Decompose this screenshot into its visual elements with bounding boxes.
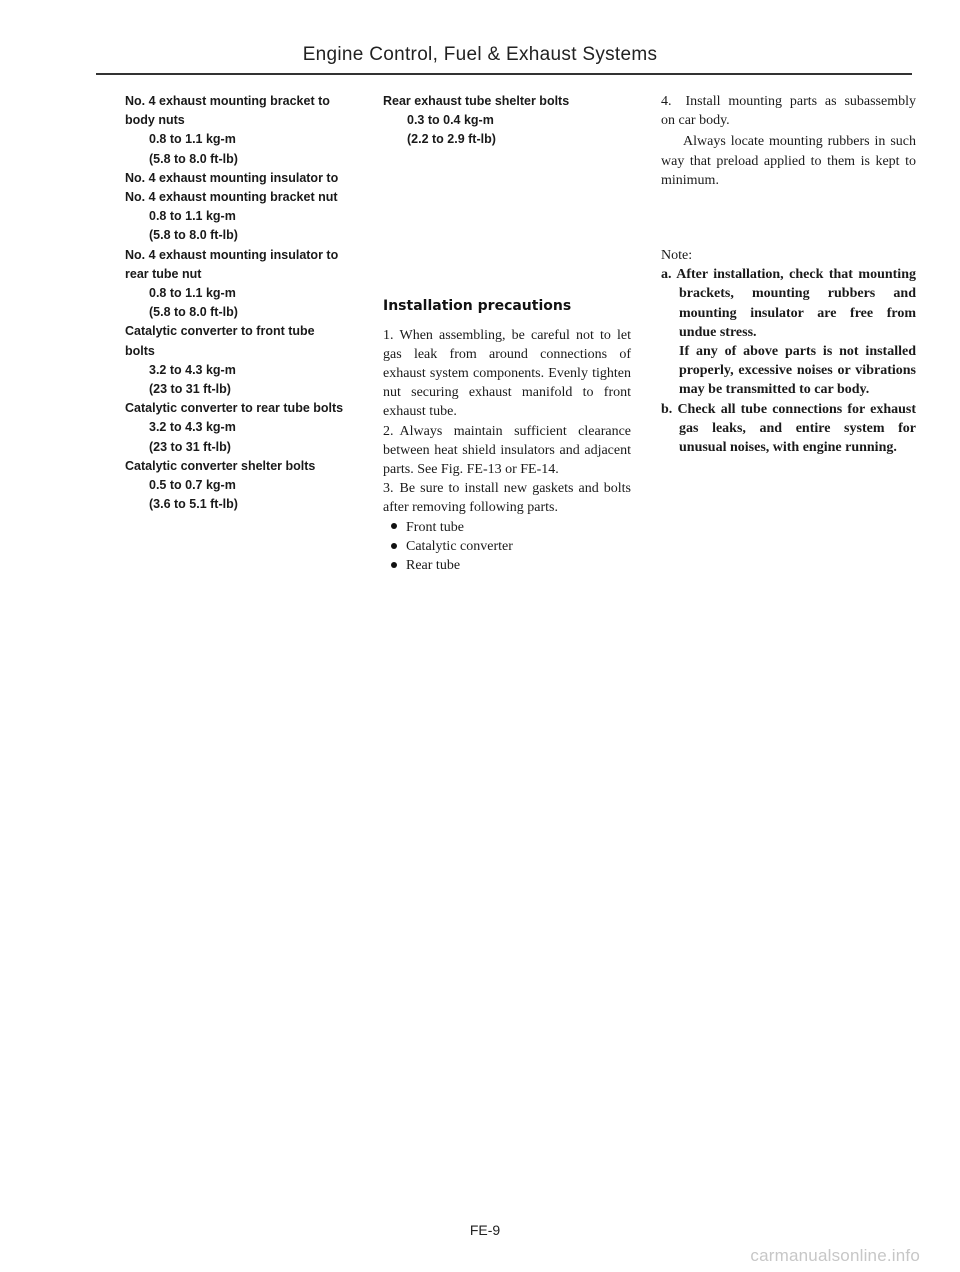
spec-value-imperial: (5.8 to 8.0 ft-lb) bbox=[149, 228, 238, 243]
spec-value-metric: 0.8 to 1.1 kg-m bbox=[149, 132, 236, 147]
bullet-text: Catalytic converter bbox=[406, 538, 513, 554]
note-text: After installation, check that mounting brackets, mounting rubbers and mounting insulator are free from undue stress. bbox=[676, 267, 916, 340]
spec-label: No. 4 exhaust mounting insulator to rear tube nut bbox=[125, 247, 339, 281]
spec-value-imperial: (5.8 to 8.0 ft-lb) bbox=[149, 151, 238, 166]
spec-value-imperial: (3.6 to 5.1 ft-lb) bbox=[149, 497, 238, 512]
step-number: 1. bbox=[383, 327, 394, 343]
page-header-title: Engine Control, Fuel & Exhaust Systems bbox=[302, 44, 658, 65]
list-item bbox=[391, 556, 631, 575]
spec-label: Catalytic converter to rear tube bolts bbox=[125, 401, 344, 416]
spec-item bbox=[125, 399, 347, 457]
note-text: Check all tube connections for exhaust gas leaks, and entire system for unusual noises, with engine running. bbox=[677, 401, 916, 456]
step-number: 3. bbox=[383, 481, 394, 497]
page-number: FE-9 bbox=[469, 1222, 501, 1238]
note-label: b. bbox=[661, 401, 673, 417]
spec-value-metric: 0.5 to 0.7 kg-m bbox=[149, 478, 236, 493]
step-text: Always maintain sufficient clearance between heat shield insulators and adjacent parts. See Fig. FE-13 or FE-14. bbox=[383, 423, 631, 478]
spec-label: Rear exhaust tube shelter bolts bbox=[383, 94, 570, 108]
spec-item bbox=[125, 457, 347, 515]
step-text: When assembling, be careful not to let gas leak from around connections of exhaust system components. Evenly tighten nut securing exhaust manifold to front exhaust tube. bbox=[383, 327, 631, 420]
column-installation bbox=[383, 92, 631, 575]
column-torque-specs bbox=[125, 92, 347, 514]
installation-step bbox=[383, 479, 631, 517]
spec-value-imperial: (2.2 to 2.9 ft-lb) bbox=[407, 132, 496, 147]
note-item-b bbox=[661, 400, 916, 458]
spec-label: Catalytic converter shelter bolts bbox=[125, 458, 316, 473]
spec-label: No. 4 exhaust mounting insulator to No. 4 exhaust mounting bracket nut bbox=[125, 170, 339, 205]
bullet-icon bbox=[391, 543, 397, 549]
spec-item bbox=[125, 92, 347, 169]
watermark-text: carmanualsonline.info bbox=[750, 1246, 920, 1265]
installation-step bbox=[383, 422, 631, 480]
bullet-icon bbox=[391, 523, 397, 529]
step-number: 2. bbox=[383, 423, 394, 439]
spec-item bbox=[383, 92, 631, 150]
note-title: Note: bbox=[661, 248, 693, 264]
spec-value-metric: 0.3 to 0.4 kg-m bbox=[407, 113, 494, 128]
list-item bbox=[391, 537, 631, 556]
spec-value-imperial: (23 to 31 ft-lb) bbox=[149, 439, 231, 454]
spec-item bbox=[125, 169, 347, 246]
spec-value-metric: 0.8 to 1.1 kg-m bbox=[149, 286, 236, 301]
list-item bbox=[391, 518, 631, 537]
step-4-continuation: Always locate mounting rubbers in such way that preload applied to them is kept to minimum. bbox=[661, 134, 916, 188]
bullet-text: Front tube bbox=[406, 519, 464, 535]
spec-item bbox=[125, 246, 347, 323]
spec-label: No. 4 exhaust mounting bracket to body nuts bbox=[125, 94, 330, 128]
bullet-text: Rear tube bbox=[406, 558, 461, 574]
step-text: Be sure to install new gaskets and bolts after removing following parts. bbox=[383, 481, 631, 516]
note-item-a bbox=[661, 265, 916, 342]
spec-value-imperial: (23 to 31 ft-lb) bbox=[149, 382, 231, 397]
note-label: a. bbox=[661, 267, 672, 283]
spec-value-metric: 3.2 to 4.3 kg-m bbox=[149, 362, 236, 377]
spec-label: Catalytic converter to front tube bolts bbox=[125, 324, 315, 358]
section-title-installation: Installation precautions bbox=[383, 297, 572, 314]
spec-value-metric: 3.2 to 4.3 kg-m bbox=[149, 420, 236, 435]
step-number: 4. bbox=[661, 94, 672, 109]
parts-bullet-list bbox=[383, 518, 631, 576]
installation-step-4 bbox=[661, 92, 916, 130]
spec-item bbox=[125, 322, 347, 399]
header-rule bbox=[96, 73, 912, 75]
step-text: Install mounting parts as subassembly on car body. bbox=[661, 94, 916, 129]
installation-step bbox=[383, 326, 631, 422]
bullet-icon bbox=[391, 562, 397, 568]
column-notes bbox=[661, 92, 916, 457]
note-a-continuation: If any of above parts is not installed properly, excessive noises or vibrations may be transmitted to car body. bbox=[679, 344, 916, 398]
spec-value-imperial: (5.8 to 8.0 ft-lb) bbox=[149, 305, 238, 320]
spec-value-metric: 0.8 to 1.1 kg-m bbox=[149, 209, 236, 224]
